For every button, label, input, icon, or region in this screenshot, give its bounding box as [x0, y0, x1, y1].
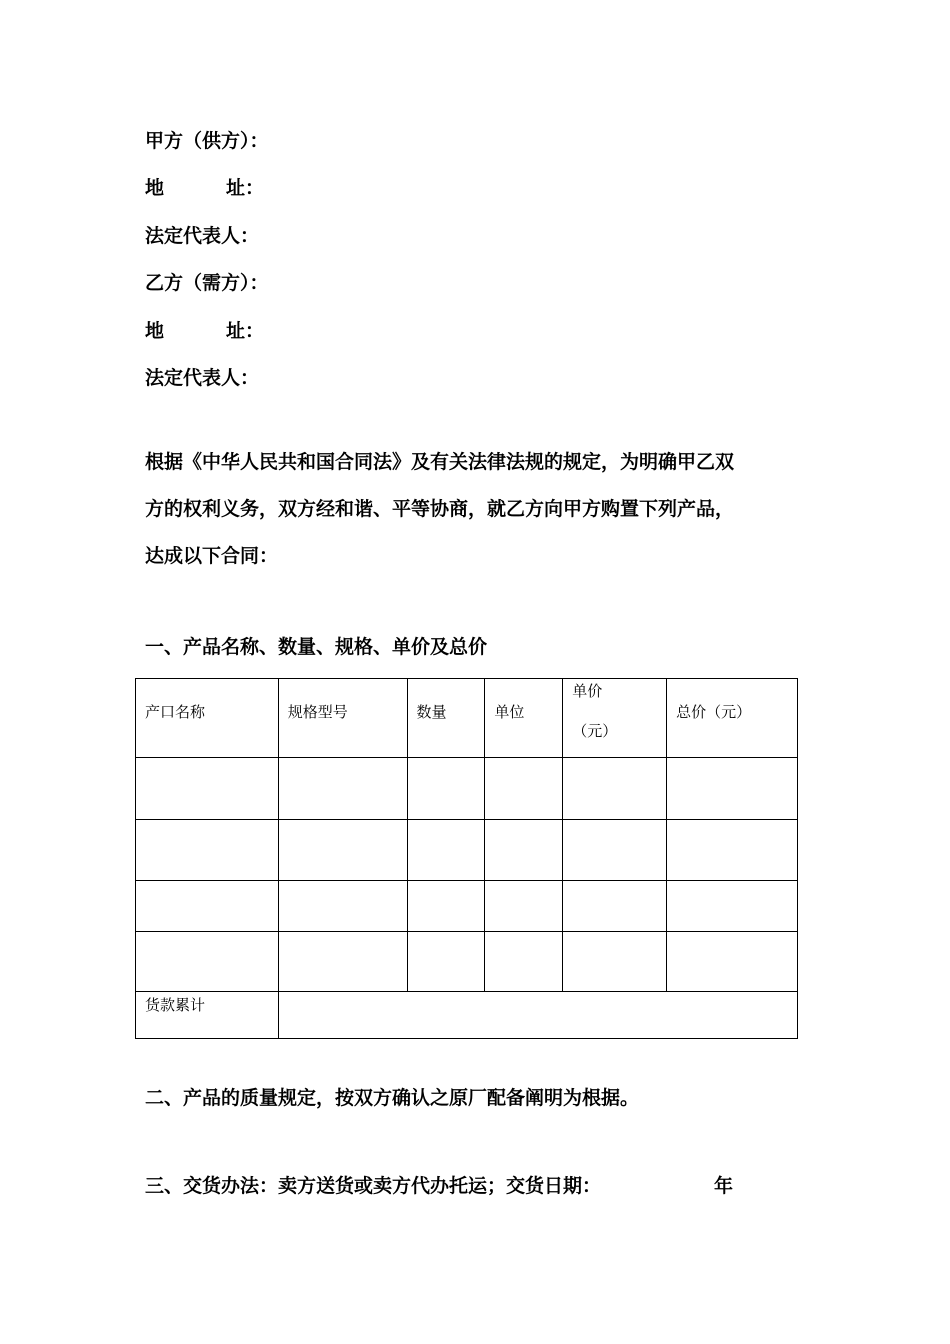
- party-a-address-label: [145, 173, 264, 200]
- table-cell[interactable]: [667, 758, 798, 820]
- table-row: [136, 758, 798, 820]
- table-row: [136, 881, 798, 932]
- header-cell: [485, 679, 563, 758]
- address-label-part1: 地: [145, 177, 165, 199]
- preamble-paragraph: [145, 447, 805, 588]
- table-cell[interactable]: [136, 881, 279, 932]
- table-cell[interactable]: [407, 758, 485, 820]
- preamble-line: 方的权利义务，双方经和谐、平等协商，就乙方向甲方购置下列产品，: [145, 498, 735, 520]
- party-a-rep-label: 法定代表人：: [145, 225, 260, 247]
- table-cell[interactable]: [563, 881, 667, 932]
- section1-heading: 一、产品名称、数量、规格、单价及总价: [145, 636, 488, 658]
- header-spec-model: 规格型号: [287, 703, 348, 721]
- table-cell[interactable]: [563, 820, 667, 881]
- table-cell[interactable]: [136, 932, 279, 992]
- table-cell[interactable]: [485, 932, 563, 992]
- address-label-part2: 址：: [226, 320, 265, 342]
- total-label-cell: [136, 992, 279, 1039]
- table-cell[interactable]: [563, 758, 667, 820]
- header-total-price: 总价（元）: [676, 703, 752, 721]
- table-cell[interactable]: [485, 758, 563, 820]
- header-product-name: 产口名称: [145, 703, 206, 721]
- table-cell[interactable]: [407, 932, 485, 992]
- table-total-row: [136, 992, 798, 1039]
- address-label-part1: 地: [145, 320, 165, 342]
- header-unit-price: [563, 679, 666, 741]
- table-cell[interactable]: [136, 758, 279, 820]
- address-label-part2: 址：: [226, 177, 265, 199]
- table-cell[interactable]: [278, 758, 407, 820]
- table-cell[interactable]: [407, 881, 485, 932]
- table-cell[interactable]: [667, 820, 798, 881]
- header-cell: [136, 679, 279, 758]
- party-b-label: 乙方（需方）：: [145, 272, 269, 294]
- table-cell[interactable]: [136, 820, 279, 881]
- header-cell: [563, 679, 667, 758]
- table-cell[interactable]: [485, 881, 563, 932]
- product-table: [135, 678, 798, 1039]
- delivery-year-label: 年: [714, 1175, 734, 1197]
- header-unit-price-line1: 单价: [572, 682, 603, 700]
- table-cell[interactable]: [485, 820, 563, 881]
- table-cell[interactable]: [667, 881, 798, 932]
- table-cell[interactable]: [278, 932, 407, 992]
- table-cell[interactable]: [563, 932, 667, 992]
- table-row: [136, 820, 798, 881]
- table-row: [136, 932, 798, 992]
- preamble-line: 根据《中华人民共和国合同法》及有关法律法规的规定，为明确甲乙双: [145, 451, 735, 473]
- total-value-cell[interactable]: [278, 992, 797, 1039]
- preamble-line: 达成以下合同：: [145, 545, 279, 567]
- section3-text: 三、交货办法：卖方送货或卖方代办托运；交货日期：: [145, 1175, 602, 1197]
- header-unit-price-line2: （元）: [572, 722, 618, 740]
- party-b-address-label: [145, 316, 264, 343]
- table-cell[interactable]: [407, 820, 485, 881]
- section3-line: [145, 1171, 601, 1198]
- header-cell: [407, 679, 485, 758]
- header-unit: 单位: [494, 703, 525, 721]
- party-a-label: 甲方（供方）：: [145, 130, 269, 152]
- table-cell[interactable]: [278, 820, 407, 881]
- table-cell[interactable]: [278, 881, 407, 932]
- table-cell[interactable]: [667, 932, 798, 992]
- header-cell: [278, 679, 407, 758]
- table-header-row: [136, 679, 798, 758]
- section2-text: 二、产品的质量规定，按双方确认之原厂配备阐明为根据。: [145, 1087, 640, 1109]
- party-b-rep-label: 法定代表人：: [145, 367, 260, 389]
- header-quantity: 数量: [416, 703, 447, 721]
- header-cell: [667, 679, 798, 758]
- total-label: 货款累计: [145, 996, 206, 1014]
